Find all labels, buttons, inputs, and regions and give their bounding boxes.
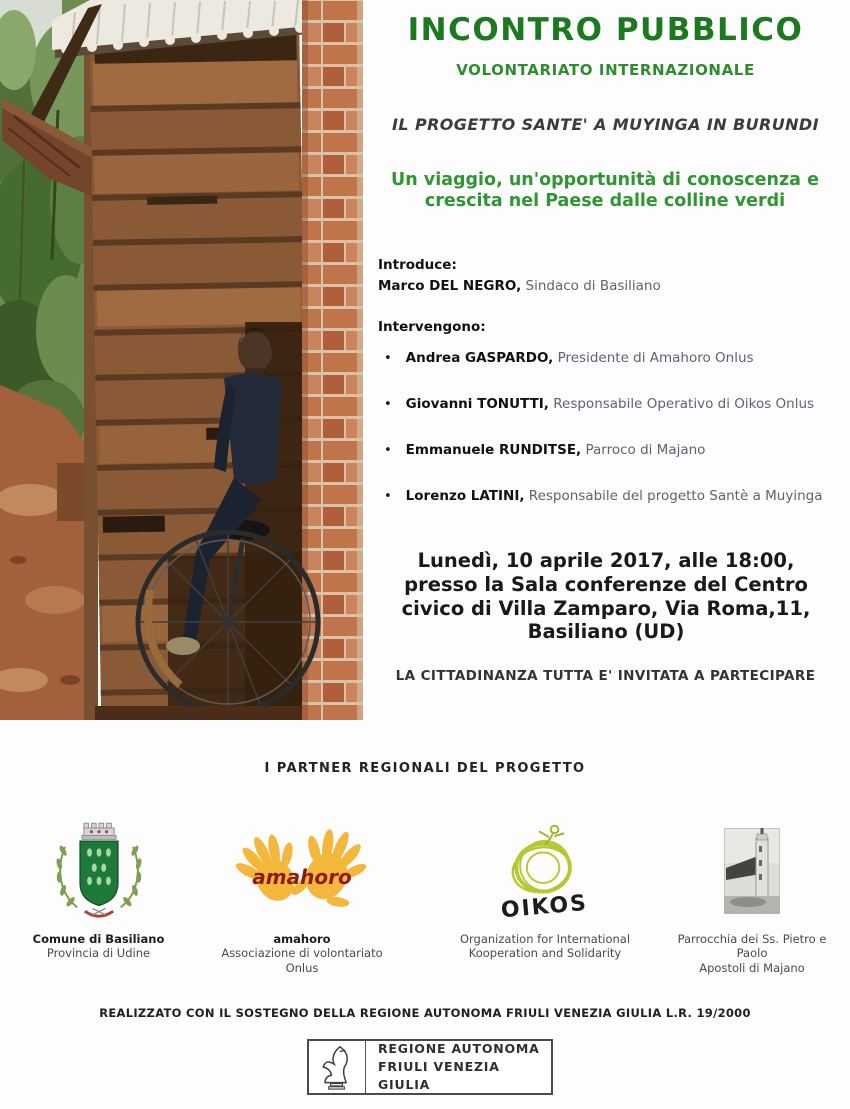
project-heading: IL PROGETTO SANTE' A MUYINGA IN BURUNDI — [392, 115, 819, 134]
poster-text-column — [373, 0, 838, 720]
partner-amahoro — [212, 810, 392, 975]
speakers-label: Intervengono: — [378, 319, 486, 335]
speaker-item — [378, 350, 822, 366]
introduce-label: Introduce: — [378, 257, 457, 273]
partner-caption: amahoro Associazione di volontariato Onlus — [221, 932, 383, 975]
event-photo — [0, 0, 363, 720]
poster-tagline: Un viaggio, un'opportunità di conoscenza e crescita nel Paese dalle colline verdi — [391, 170, 819, 211]
partner-caption: Comune di Basiliano Provincia di Udine — [32, 932, 165, 961]
bullet-icon: • — [384, 489, 392, 504]
person-name: Marco DEL NEGRO, — [378, 277, 522, 294]
page-title: INCONTRO PUBBLICO — [407, 12, 804, 48]
person-role: Responsabile Operativo di Oikos Onlus — [553, 396, 815, 412]
person-name: Emmanuele RUNDITSE, — [405, 442, 582, 458]
person-role: Presidente di Amahoro Onlus — [557, 350, 754, 366]
person-role: Responsabile del progetto Santè a Muyinga — [528, 488, 823, 504]
oikos-logo-word: OIKOS — [500, 890, 589, 923]
invitation-line: LA CITTADINANZA TUTTA E' INVITATA A PARTECIPARE — [395, 668, 816, 684]
amahoro-logo-word: amahoro — [252, 864, 352, 889]
support-note: REALIZZATO CON IL SOSTEGNO DELLA REGIONE AUTONOMA FRIULI VENEZIA GIULIA L.R. 19/2000 — [99, 1006, 751, 1020]
introduce-block — [378, 255, 661, 297]
bullet-icon: • — [384, 443, 392, 458]
person-name: Lorenzo LATINI, — [405, 488, 525, 504]
poster-subtitle: VOLONTARIATO INTERNAZIONALE — [456, 61, 755, 79]
speaker-item — [378, 488, 822, 504]
comune-di-basiliano-logo — [47, 816, 151, 926]
speakers-block — [378, 319, 822, 534]
parrocchia-photo — [724, 828, 780, 914]
partner-oikos — [455, 810, 635, 961]
partner-caption: Organization for International Kooperation and Solidarity — [459, 932, 631, 961]
bullet-icon: • — [384, 397, 392, 412]
region-logo-text: REGIONE AUTONOMA FRIULI VENEZIA GIULIA — [378, 1040, 540, 1093]
speaker-item — [378, 396, 822, 412]
amahoro-logo — [227, 821, 377, 921]
partners-heading: I PARTNER REGIONALI DEL PROGETTO — [264, 761, 586, 776]
partner-comune-di-basiliano — [26, 810, 171, 961]
person-name: Andrea GASPARDO, — [405, 350, 554, 366]
eagle-icon — [309, 1041, 366, 1093]
oikos-logo — [475, 818, 615, 925]
event-details: Lunedì, 10 aprile 2017, alle 18:00, presso la Sala conferenze del Centro civico di Villa Zamparo, Via Roma,11, Basiliano (UD) — [401, 549, 811, 644]
bullet-icon: • — [384, 351, 392, 366]
partner-caption: Parrocchia dei Ss. Pietro e Paolo Apostoli di Majano — [677, 932, 827, 975]
speaker-item — [378, 442, 822, 458]
speakers-list — [378, 350, 822, 504]
partner-parrocchia — [662, 810, 842, 975]
person-role: Sindaco di Basiliano — [525, 277, 661, 294]
person-role: Parroco di Majano — [585, 442, 706, 458]
person-name: Giovanni TONUTTI, — [405, 396, 549, 412]
regione-fvg-logo — [307, 1039, 553, 1095]
introduce-person — [378, 276, 661, 297]
